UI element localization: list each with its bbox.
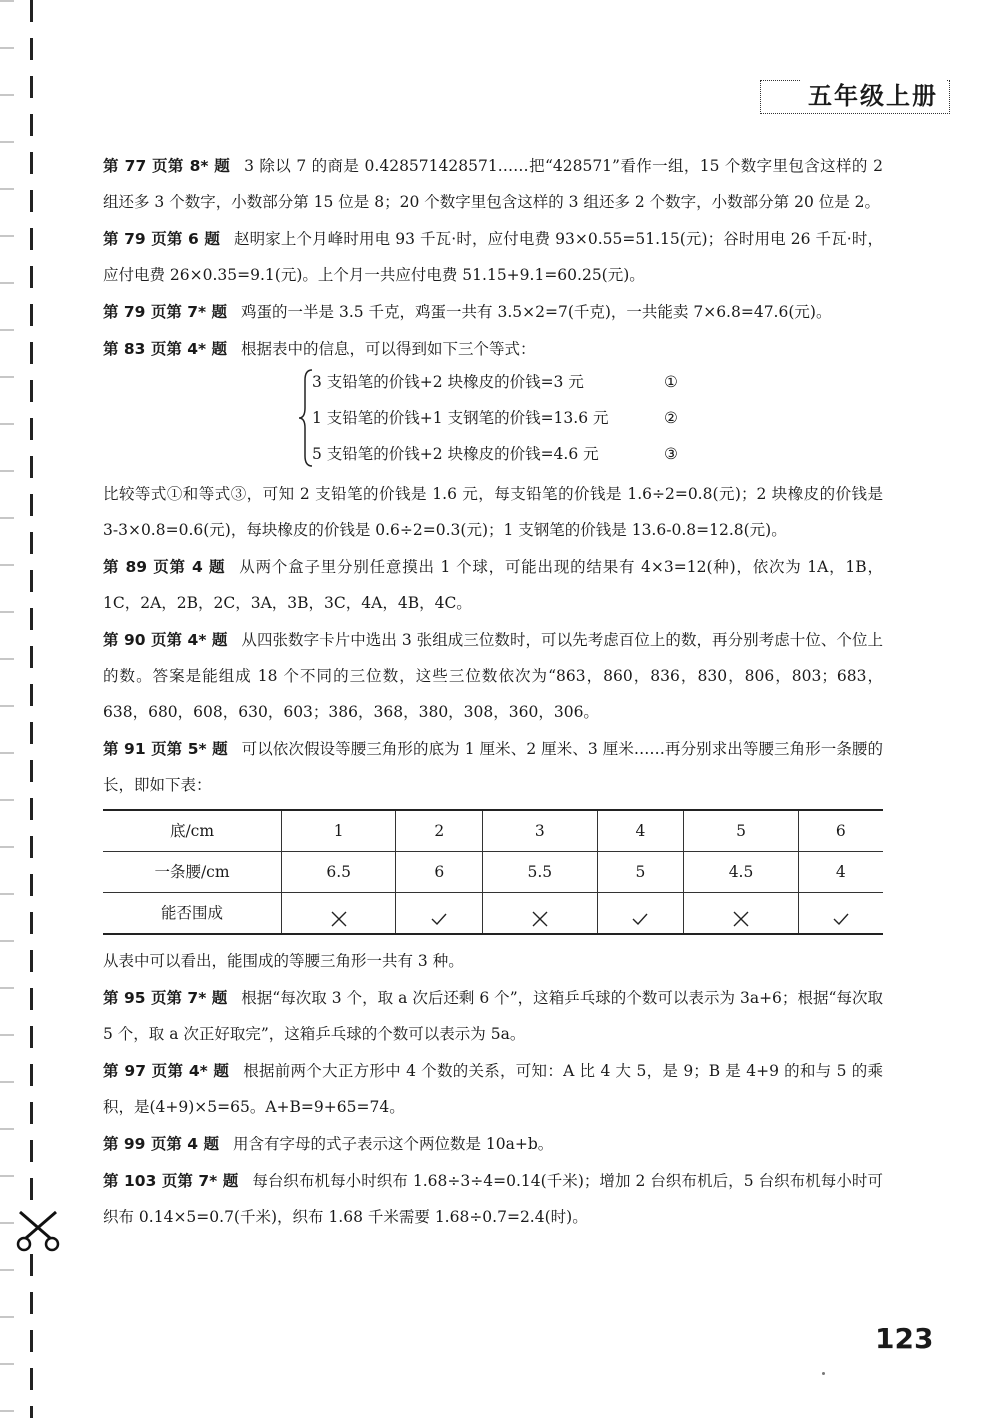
scissors-icon [14, 1208, 62, 1252]
item-text: 鸡蛋的一半是 3.5 千克，鸡蛋一共有 3.5×2=7(千克)，一共能卖 7×6.8=47.6(元)。 [241, 303, 832, 321]
item-text: 赵明家上个月峰时用电 93 千瓦·时，应付电费 93×0.55=51.15(元)；谷时用电 26 千瓦·时，应付电费 26×0.35=9.1(元)。上个月一共应付电费 51.15+9.1=60.25(元)。 [103, 230, 883, 284]
table-cell: 5.5 [483, 852, 597, 893]
item-83-4 [103, 331, 883, 367]
table-row [103, 810, 883, 852]
table-cell: 5 [684, 810, 798, 852]
item-79-7 [103, 294, 883, 330]
table-cell: 6.5 [282, 852, 396, 893]
equation-number: ② [664, 409, 678, 427]
table-cell [483, 893, 597, 935]
page-number: 123 [875, 1322, 934, 1355]
table-conclusion: 从表中可以看出，能围成的等腰三角形一共有 3 种。 [103, 952, 464, 970]
item-99-4 [103, 1126, 883, 1162]
item-text: 可以依次假设等腰三角形的底为 1 厘米、2 厘米、3 厘米……再分别求出等腰三角形一条腰的长，即如下表： [103, 740, 883, 794]
table-row-header: 能否围成 [103, 893, 282, 935]
table-row-header: 底/cm [103, 810, 282, 852]
item-text: 从四张数字卡片中选出 3 张组成三位数时，可以先考虑百位上的数，再分别考虑十位、个位上的数。答案是能组成 18 个不同的三位数，这些三位数依次为“863，860，836，830，806，803；683，638，680，608，630，603；386，368，380，308，360，306。 [103, 631, 884, 721]
item-text: 根据表中的信息，可以得到如下三个等式： [241, 340, 536, 358]
table-cell: 1 [282, 810, 396, 852]
table-cell: 4.5 [684, 852, 798, 893]
table-cell [798, 893, 883, 935]
equation-3 [312, 436, 678, 472]
item-label: 第 79 页第 7* 题 [103, 303, 228, 321]
table-cell [396, 893, 483, 935]
item-label: 第 97 页第 4* 题 [103, 1062, 230, 1080]
item-label: 第 103 页第 7* 题 [103, 1172, 239, 1190]
table-cell: 5 [597, 852, 684, 893]
item-label: 第 90 页第 4* 题 [103, 631, 228, 649]
equation-number: ① [664, 373, 678, 391]
table-cell: 3 [483, 810, 597, 852]
item-text: 根据前两个大正方形中 4 个数的关系，可知：A 比 4 大 5，是 9；B 是 4+9 的和与 5 的乘积，是(4+9)×5=65。A+B=9+65=74。 [103, 1062, 884, 1116]
equation-system [298, 368, 883, 476]
item-97-4 [103, 1053, 883, 1125]
table-cell: 4 [597, 810, 684, 852]
check-icon [832, 905, 850, 923]
check-icon [430, 905, 448, 923]
header-title: 五年级上册 [800, 76, 946, 111]
page-edge-marks [0, 0, 22, 1418]
item-text: 根据“每次取 3 个，取 a 次后还剩 6 个”，这箱乒乓球的个数可以表示为 3a+6；根据“每次取 5 个，取 a 次正好取完”，这箱乒乓球的个数可以表示为 5a。 [103, 989, 883, 1043]
item-label: 第 77 页第 8* 题 [103, 157, 231, 175]
item-103-7 [103, 1163, 883, 1235]
table-cell: 6 [396, 852, 483, 893]
item-77-8 [103, 148, 883, 220]
equation-text: 5 支铅笔的价钱+2 块橡皮的价钱=4.6 元 [312, 445, 599, 463]
cut-line [30, 0, 38, 1418]
item-79-6 [103, 221, 883, 293]
check-icon [631, 905, 649, 923]
equation-number: ③ [664, 445, 678, 463]
table-cell [684, 893, 798, 935]
item-90-4 [103, 622, 883, 730]
table-cell [282, 893, 396, 935]
equation-1 [312, 364, 678, 400]
equation-text: 1 支铅笔的价钱+1 支钢笔的价钱=13.6 元 [312, 409, 609, 427]
table-row-header: 一条腰/cm [103, 852, 282, 893]
triangle-table [103, 809, 883, 935]
item-label: 第 79 页第 6 题 [103, 230, 220, 248]
item-91-5 [103, 731, 883, 803]
table-cell: 4 [798, 852, 883, 893]
page-content [103, 148, 883, 1236]
item-label: 第 91 页第 5* 题 [103, 740, 228, 758]
item-label: 第 83 页第 4* 题 [103, 340, 228, 358]
item-text: 用含有字母的式子表示这个两位数是 10a+b。 [232, 1135, 554, 1153]
item-label: 第 89 页第 4 题 [103, 558, 226, 576]
item-95-7 [103, 980, 883, 1052]
item-label: 第 99 页第 4 题 [103, 1135, 219, 1153]
equation-text: 3 支铅笔的价钱+2 块橡皮的价钱=3 元 [312, 373, 584, 391]
table-row [103, 852, 883, 893]
table-row [103, 893, 883, 935]
cross-icon [531, 905, 549, 923]
cross-icon [330, 905, 348, 923]
table-cell: 6 [798, 810, 883, 852]
item-89-4 [103, 549, 883, 621]
item-text: 每台织布机每小时织布 1.68÷3÷4=0.14(千米)；增加 2 台织布机后，5 台织布机每小时可织布 0.14×5=0.7(千米)，织布 1.68 千米需要 1.68÷0.7=2.4(时)。 [103, 1172, 883, 1226]
table-cell [597, 893, 684, 935]
item-text: 从两个盒子里分别任意摸出 1 个球，可能出现的结果有 4×3=12(种)，依次为 1A，1B，1C，2A，2B，2C，3A，3B，3C，4A，4B，4C。 [103, 558, 883, 612]
compare-paragraph: 比较等式①和等式③，可知 2 支铅笔的价钱是 1.6 元，每支铅笔的价钱是 1.6÷2=0.8(元)；2 块橡皮的价钱是 3-3×0.8=0.6(元)，每块橡皮的价钱是 0.6÷2=0.3(元)；1 支钢笔的价钱是 13.6-0.8=12.8(元)。 [103, 485, 883, 539]
item-text: 3 除以 7 的商是 0.428571428571……把“428571”看作一组，15 个数字里包含这样的 2 组还多 3 个数字，小数部分第 15 位是 8；20 个数字里包含这样的 3 组还多 2 个数字，小数部分第 20 位是 2。 [103, 157, 883, 211]
cross-icon [732, 905, 750, 923]
equation-2 [312, 400, 678, 436]
speck [822, 1372, 825, 1375]
table-cell: 2 [396, 810, 483, 852]
item-label: 第 95 页第 7* 题 [103, 989, 228, 1007]
